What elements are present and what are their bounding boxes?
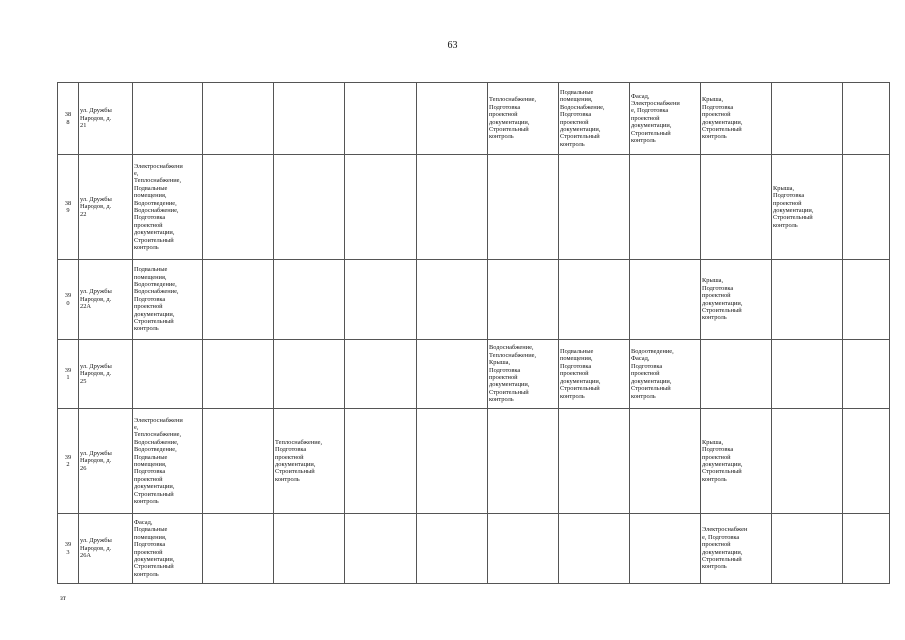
work-cell: Подвальные помещения, Водоснабжение, Подготовка проектной документации, Строительный контроль	[559, 83, 630, 155]
table-body	[58, 83, 890, 584]
work-cell	[274, 514, 345, 584]
table-row	[58, 155, 890, 260]
work-cell	[488, 514, 559, 584]
work-cell: Подвальные помещения, Подготовка проектной документации, Строительный контроль	[559, 340, 630, 409]
work-cell	[559, 409, 630, 514]
work-cell: Фасад, Электроснабжени е, Подготовка проектной документации, Строительный контроль	[630, 83, 701, 155]
table-row	[58, 83, 890, 155]
table-row	[58, 260, 890, 340]
work-cell: Крыша, Подготовка проектной документации, Строительный контроль	[701, 83, 772, 155]
table-row	[58, 340, 890, 409]
work-cell	[772, 340, 843, 409]
work-cell	[772, 514, 843, 584]
work-cell	[203, 260, 274, 340]
work-cell	[133, 340, 203, 409]
work-cell	[559, 514, 630, 584]
work-cell	[630, 260, 701, 340]
work-cell: Крыша, Подготовка проектной документации, Строительный контроль	[701, 409, 772, 514]
work-cell	[274, 340, 345, 409]
work-cell	[274, 155, 345, 260]
work-cell	[345, 409, 417, 514]
address-cell: ул. Дружбы Народов, д. 25	[79, 340, 133, 409]
work-cell	[203, 409, 274, 514]
work-cell: Фасад, Подвальные помещения, Подготовка проектной документации, Строительный контроль	[133, 514, 203, 584]
work-cell	[843, 340, 890, 409]
row-number-cell: 39 2	[58, 409, 79, 514]
work-cell: Теплоснабжение, Подготовка проектной документации, Строительный контроль	[488, 83, 559, 155]
work-cell	[772, 83, 843, 155]
work-cell	[843, 83, 890, 155]
work-cell	[417, 514, 488, 584]
work-cell	[488, 409, 559, 514]
work-cell	[133, 83, 203, 155]
address-cell: ул. Дружбы Народов, д. 26	[79, 409, 133, 514]
work-cell	[843, 514, 890, 584]
table-row	[58, 409, 890, 514]
work-cell	[772, 260, 843, 340]
work-cell: Электроснабжени е, Теплоснабжение, Водоснабжение, Водоотведение, Подвальные помещения, Подготовка проектной документации, Строительный контроль	[133, 409, 203, 514]
work-cell	[559, 155, 630, 260]
work-cell	[701, 155, 772, 260]
page-number: 63	[447, 40, 458, 51]
work-cell	[345, 340, 417, 409]
work-cell	[488, 260, 559, 340]
work-cell	[559, 260, 630, 340]
work-cell	[417, 260, 488, 340]
work-cell: Электроснабжени е, Теплоснабжение, Подвальные помещения, Водоотведение, Водоснабжение, Подготовка проектной документации, Строительный контроль	[133, 155, 203, 260]
address-cell: ул. Дружбы Народов, д. 22	[79, 155, 133, 260]
work-cell	[417, 340, 488, 409]
work-cell	[345, 155, 417, 260]
work-cell: Крыша, Подготовка проектной документации, Строительный контроль	[772, 155, 843, 260]
work-cell: Водоснабжение, Теплоснабжение, Крыша, Подготовка проектной документации, Строительный контроль	[488, 340, 559, 409]
work-cell	[417, 83, 488, 155]
work-cell	[630, 514, 701, 584]
work-cell	[203, 514, 274, 584]
work-cell: Подвальные помещения, Водоотведение, Водоснабжение, Подготовка проектной документации, Строительный контроль	[133, 260, 203, 340]
row-number-cell: 39 0	[58, 260, 79, 340]
work-cell	[274, 83, 345, 155]
work-cell: Теплоснабжение, Подготовка проектной документации, Строительный контроль	[274, 409, 345, 514]
works-schedule-table	[57, 82, 890, 584]
work-cell	[843, 155, 890, 260]
row-number-cell: 39 3	[58, 514, 79, 584]
address-cell: ул. Дружбы Народов, д. 21	[79, 83, 133, 155]
table-row	[58, 514, 890, 584]
work-cell	[417, 155, 488, 260]
work-cell: Водоотведение, Фасад, Подготовка проектной документации, Строительный контроль	[630, 340, 701, 409]
work-cell	[630, 409, 701, 514]
work-cell	[274, 260, 345, 340]
work-cell	[345, 260, 417, 340]
address-cell: ул. Дружбы Народов, д. 22А	[79, 260, 133, 340]
work-cell	[843, 260, 890, 340]
work-cell	[772, 409, 843, 514]
work-cell: Крыша, Подготовка проектной документации, Строительный контроль	[701, 260, 772, 340]
work-cell	[203, 83, 274, 155]
work-cell	[203, 340, 274, 409]
row-number-cell: 38 9	[58, 155, 79, 260]
work-cell	[701, 340, 772, 409]
row-number-cell: 38 8	[58, 83, 79, 155]
work-cell	[488, 155, 559, 260]
footer-code: зт	[60, 594, 66, 602]
work-cell	[203, 155, 274, 260]
work-cell: Электроснабжен е, Подготовка проектной документации, Строительный контроль	[701, 514, 772, 584]
work-cell	[630, 155, 701, 260]
work-cell	[843, 409, 890, 514]
work-cell	[345, 514, 417, 584]
address-cell: ул. Дружбы Народов, д. 26А	[79, 514, 133, 584]
work-cell	[345, 83, 417, 155]
row-number-cell: 39 1	[58, 340, 79, 409]
work-cell	[417, 409, 488, 514]
